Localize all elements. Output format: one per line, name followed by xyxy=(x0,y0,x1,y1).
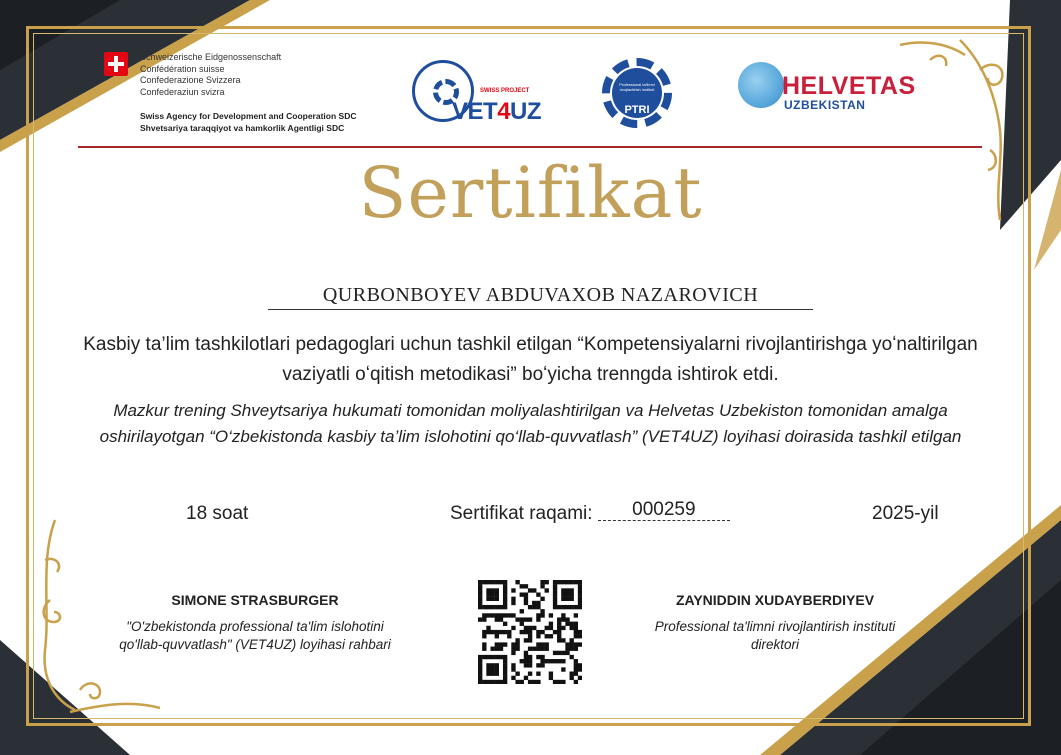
certificate-number: Sertifikat raqami: 000259 xyxy=(450,503,730,525)
signature-right xyxy=(630,592,920,654)
header-divider xyxy=(78,146,982,148)
certificate-body: Kasbiy ta’lim tashkilotlari pedagoglari uchun tashkil etilgan “Kompetensiyalarni rivojlantirishga yoʻnaltirilgan vaziyatli oʻqitish metodikasi” boʻyicha trenngda ishtirok etdi. xyxy=(83,334,978,385)
signer-right-name: ZAYNIDDIN XUDAYBERDIYEV xyxy=(675,592,875,608)
globe-icon xyxy=(738,62,784,108)
recipient-name: QURBONBOYEV ABDUVAXOB NAZAROVICH xyxy=(268,284,813,310)
certificate-number-value: 000259 xyxy=(598,500,730,521)
qr-code[interactable] xyxy=(478,580,582,684)
sdc-logo-block xyxy=(104,52,364,142)
signer-left-role: "O'zbekistonda professional ta'lim islohotini qo'llab-quvvatlash" (VET4UZ) loyihasi rahbari xyxy=(119,619,391,652)
vet4uz-wordmark: VET4UZ xyxy=(452,98,542,125)
vet4uz-logo: SWISS PROJECT VET4UZ xyxy=(412,60,552,128)
certificate-note: Mazkur trening Shveytsariya hukumati tomonidan moliyalashtirilgan va Helvetas Uzbekiston tomonidan amalga oshirilayotgan “O‘zbekistonda kasbiy ta’lim islohotini qo‘llab-quvvatlash” (VET4UZ) loyihasi doirasida tashkil etilgan xyxy=(99,401,962,446)
certificate-year: 2025-yil xyxy=(872,503,939,524)
signature-left xyxy=(110,592,400,654)
sdc-names: Schweizerische Eidgenossenschaft Confédération suisse Confederazione Svizzera Confederaziun svizra xyxy=(140,52,282,97)
signer-left-name: SIMONE STRASBURGER xyxy=(171,592,339,608)
signer-right-role: Professional ta'limni rivojlantirish instituti direktori xyxy=(654,619,896,652)
swiss-flag-icon xyxy=(104,52,128,76)
ptri-logo: Professional ta'limni rivojlantirish instituti PTRI xyxy=(598,56,680,132)
certificate-title: Sertifikat xyxy=(358,152,703,234)
training-hours: 18 soat xyxy=(186,503,249,524)
sdc-agency: Swiss Agency for Development and Cooperation SDC Shvetsariya taraqqiyot va hamkorlik Agentligi SDC xyxy=(140,111,357,133)
helvetas-logo: HELVETAS UZBEKISTAN xyxy=(738,62,928,122)
